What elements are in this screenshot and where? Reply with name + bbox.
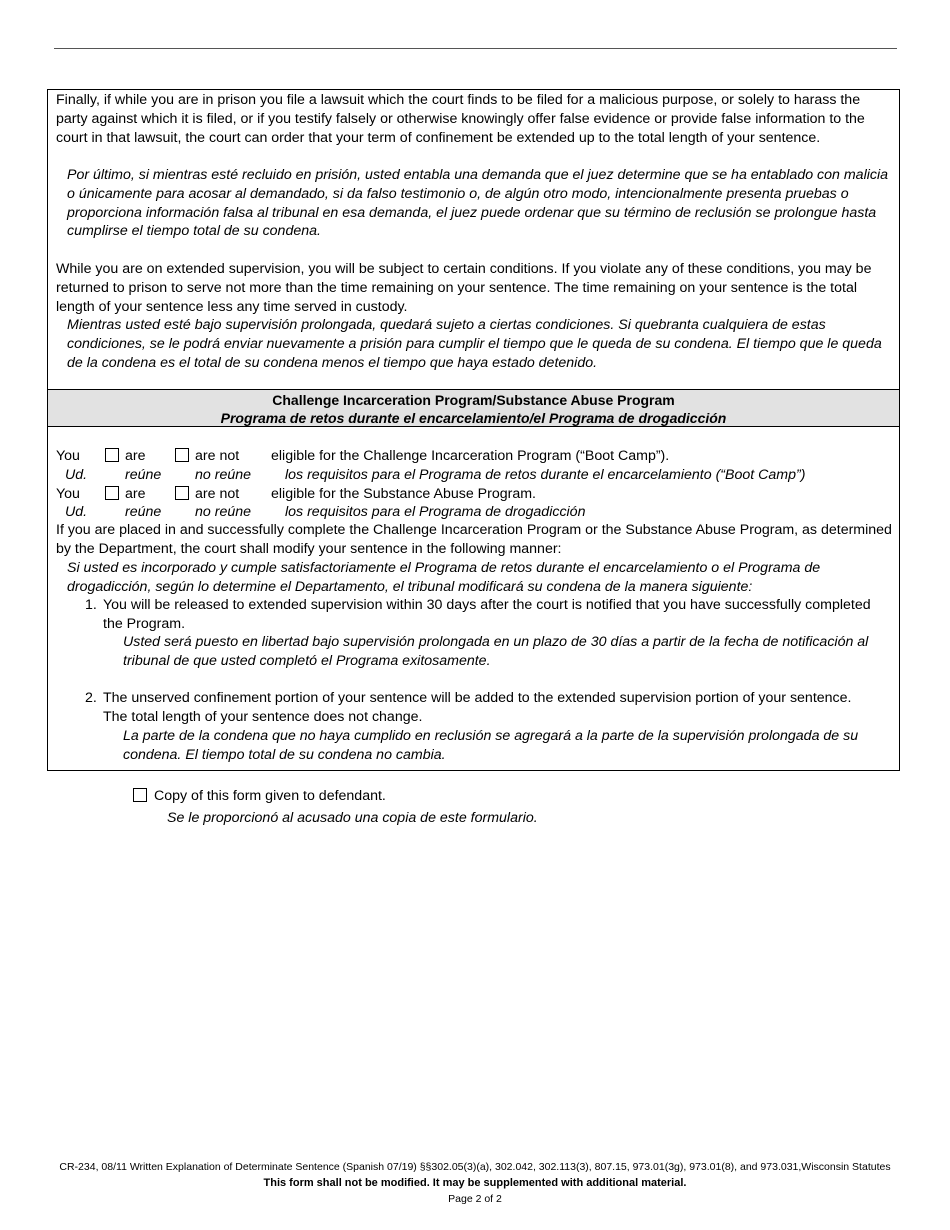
row2-eligibility-text: eligible for the Substance Abuse Program.	[271, 486, 536, 502]
para1-english: Finally, if while you are in prison you file a lawsuit which the court finds to be filed for a malicious purpose, or solely to harass the party against which it is filed, or if you testify falsely or otherwise knowingly offer false evidence or provide false information to the court in that lawsuit, the court can order that your term of confinement be extended up to the total length of your sentence.	[56, 92, 865, 146]
row1-are-not-label: are not	[195, 448, 240, 464]
para2-english: While you are on extended supervision, you will be subject to certain conditions. If you violate any of these conditions, you may be returned to prison to serve not more than the time remaining on your sentence. The time remaining on your sentence is the total length of your sentence less any time served in custody.	[56, 261, 872, 315]
program-heading-spanish: Programa de retos durante el encarcelamiento/el Programa de drogadicción	[220, 410, 727, 426]
item2-spanish: La parte de la condena que no haya cumplido en reclusión se agregará a la parte de la supervisión prolongada de su condena. El tiempo total de su condena no cambia.	[123, 728, 859, 763]
row2-no-reune: no reúne	[195, 504, 252, 520]
program-section-header	[48, 389, 899, 427]
program-intro-spanish: Si usted es incorporado y cumple satisfactoriamente el Programa de retos durante el encarcelamiento o el Programa de drogadicción, según lo determine el Departamento, el tribunal modificará su condena de la manera siguiente:	[67, 560, 821, 595]
para2-spanish: Mientras usted esté bajo supervisión prolongada, quedará sujeto a ciertas condiciones. Si quebranta cualquiera de estas condiciones, se le podrá enviar nuevamente a prisión para cumplir el tiempo que le queda de su condena. El tiempo que le queda de la condena es el total de su condena menos el tiempo que haya estado detenido.	[67, 317, 882, 371]
item1-spanish: Usted será puesto en libertad bajo supervisión prolongada en un plazo de 30 días a partir de la fecha de notificación al tribunal de que usted completó el Programa exitosamente.	[123, 634, 869, 669]
para1-spanish: Por último, si mientras esté recluido en prisión, usted entabla una demanda que el juez determine que se ha entablado con malicia o únicamente para acosar al demandado, si da falso testimonio o, de algún otro modo, intencionalmente presenta pruebas o proporciona información falsa al tribunal en esa demanda, el juez puede ordenar que su término de reclusión se prolongue hasta cumplirse el tiempo total de su condena.	[67, 167, 889, 240]
substance-abuse-are-not-checkbox[interactable]	[175, 486, 189, 500]
top-rule	[54, 48, 897, 49]
copy-given-label: Copy of this form given to defendant.	[154, 788, 386, 804]
footer-notice: This form shall not be modified. It may be supplemented with additional material.	[263, 1177, 687, 1189]
row1-ud: Ud.	[65, 467, 88, 483]
item1-number: 1.	[85, 597, 97, 613]
row2-are-not-label: are not	[195, 486, 240, 502]
boot-camp-are-not-checkbox[interactable]	[175, 448, 189, 462]
row1-you: You	[56, 448, 80, 464]
item2-english: The unserved confinement portion of your sentence will be added to the extended supervision portion of your sentence. The total length of your sentence does not change.	[103, 690, 852, 725]
row1-are-label: are	[125, 448, 146, 464]
row1-eligibility-text: eligible for the Challenge Incarceration Program (“Boot Camp”).	[271, 448, 670, 464]
page-number: Page 2 of 2	[448, 1193, 502, 1205]
item1-english: You will be released to extended supervision within 30 days after the court is notified that you have successfully completed the Program.	[103, 597, 871, 632]
row2-eligibility-text-spanish: los requisitos para el Programa de drogadicción	[285, 504, 586, 520]
copy-given-checkbox[interactable]	[133, 788, 147, 802]
boot-camp-are-checkbox[interactable]	[105, 448, 119, 462]
row2-ud: Ud.	[65, 504, 88, 520]
row2-reune: reúne	[125, 504, 162, 520]
program-intro-english: If you are placed in and successfully complete the Challenge Incarceration Program or the Substance Abuse Program, as determined by the Department, the court shall modify your sentence in the following manner:	[56, 522, 892, 557]
program-heading-english: Challenge Incarceration Program/Substance Abuse Program	[272, 392, 675, 408]
form-section-box	[47, 89, 900, 771]
item2-number: 2.	[85, 690, 97, 706]
row2-are-label: are	[125, 486, 146, 502]
footer-form-citation: CR-234, 08/11 Written Explanation of Determinate Sentence (Spanish 07/19) §§302.05(3)(a), 302.042, 302.113(3), 807.15, 973.01(3g), 973.01(8), and 973.031,Wisconsin Statutes	[59, 1161, 891, 1173]
row2-you: You	[56, 486, 80, 502]
row1-reune: reúne	[125, 467, 162, 483]
row1-eligibility-text-spanish: los requisitos para el Programa de retos durante el encarcelamiento (“Boot Camp”)	[285, 467, 806, 483]
row1-no-reune: no reúne	[195, 467, 252, 483]
copy-given-label-spanish: Se le proporcionó al acusado una copia de este formulario.	[167, 810, 538, 826]
substance-abuse-are-checkbox[interactable]	[105, 486, 119, 500]
